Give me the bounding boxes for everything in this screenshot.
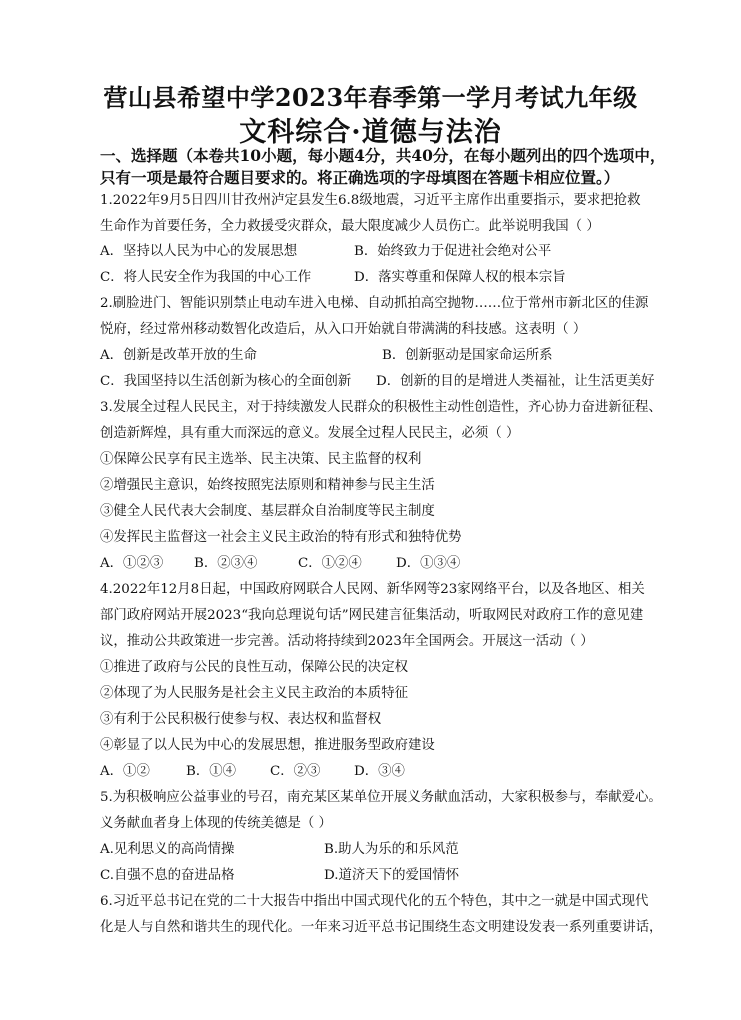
question-4-item-2: ②体现了为人民服务是社会主义民主政治的本质特征 (100, 686, 408, 701)
question-3-item-2: ②增强民主意识，始终按照宪法原则和精神参与民主生活 (100, 478, 435, 493)
question-4-item-4: ④彰显了以人民为中心的发展思想，推进服务型政府建设 (100, 738, 435, 753)
question-3-option-d: D．①③④ (396, 556, 461, 571)
question-3-item-1: ①保障公民享有民主选举、民主决策、民主监督的权利 (100, 452, 422, 467)
question-3-item-3: ③健全人民代表大会制度、基层群众自治制度等民主制度 (100, 504, 435, 519)
question-1-option-b: B．始终致力于促进社会绝对公平 (354, 244, 552, 259)
question-6-stem-line2: 化是人与自然和谐共生的现代化。一年来习近平总书记围绕生态文明建设发表一系列重要讲话， (100, 920, 663, 935)
question-3-option-c: C．①②④ (298, 556, 362, 571)
question-1-option-c: C．将人民安全作为我国的中心工作 (100, 270, 312, 285)
question-2-option-b: B．创新驱动是国家命运所系 (382, 348, 553, 363)
question-4-option-b: B．①④ (186, 764, 237, 779)
question-1-option-d: D．落实尊重和保障人权的根本宗旨 (354, 270, 566, 285)
question-2-option-a: A．创新是改革开放的生命 (100, 348, 257, 363)
question-6-stem-line1: 6.习近平总书记在党的二十大报告中指出中国式现代化的五个特色，其中之一就是中国式现代 (100, 894, 649, 909)
question-3-stem-line1: 3.发展全过程人民民主，对于持续激发人民群众的积极性主动性创造性，齐心协力奋进新征程、 (100, 400, 662, 415)
question-2-stem-line2: 悦府，经过常州移动数智化改造后，从入口开始就自带满满的科技感。这表明（ ） (100, 322, 587, 337)
question-2-option-d: D．创新的目的是增进人类福祉，让生活更美好 (376, 374, 655, 389)
question-3-stem-line2: 创造新辉煌，具有重大而深远的意义。发展全过程人民民主，必须（ ） (100, 426, 520, 441)
question-5-stem-line1: 5.为积极响应公益事业的号召，南充某区某单位开展义务献血活动，大家积极参与，奉献爱心。 (100, 790, 662, 805)
question-1-stem-line2: 生命作为首要任务，全力救援受灾群众，最大限度减少人员伤亡。此举说明我国（ ） (100, 219, 600, 234)
exam-subject-title: 文科综合·道德与法治 (239, 117, 502, 148)
question-5-option-b: B.助人为乐的和乐风范 (324, 842, 459, 857)
question-3-item-4: ④发挥民主监督这一社会主义民主政治的特有形式和独特优势 (100, 530, 462, 545)
question-4-option-c: C．②③ (270, 764, 321, 779)
question-1-stem-line1: 1.2022年9月5日四川甘孜州泸定县发生6.8级地震，习近平主席作出重要指示，要求把抢救 (100, 193, 641, 208)
question-4-stem-line1: 4.2022年12月8日起，中国政府网联合人民网、新华网等23家网络平台，以及各地区、相关 (100, 582, 645, 597)
question-5-option-c: C.自强不息的奋进品格 (100, 868, 235, 883)
question-4-item-3: ③有利于公民积极行使参与权、表达权和监督权 (100, 712, 382, 727)
question-1-option-a: A．坚持以人民为中心的发展思想 (100, 244, 298, 259)
question-5-option-d: D.道济天下的爱国情怀 (324, 868, 460, 883)
question-3-option-b: B．②③④ (194, 556, 258, 571)
question-3-option-a: A．①②③ (100, 556, 164, 571)
question-5-stem-line2: 义务献血者身上体现的传统美德是（ ） (100, 816, 332, 831)
question-2-option-c: C．我国坚持以生活创新为核心的全面创新 (100, 374, 352, 389)
question-5-option-a: A.见利思义的高尚情操 (100, 842, 235, 857)
question-4-option-a: A．①② (100, 764, 150, 779)
question-4-option-d: D．③④ (354, 764, 405, 779)
question-2-stem-line1: 2.刷脸进门、智能识别禁止电动车进入电梯、自动抓拍高空抛物……位于常州市新北区的佳源 (100, 296, 649, 311)
question-4-item-1: ①推进了政府与公民的良性互动，保障公民的决定权 (100, 660, 408, 675)
section-heading-line1: 一、选择题（本卷共10小题，每小题4分，共40分，在每小题列出的四个选项中， (100, 146, 666, 165)
exam-title: 营山县希望中学2023年春季第一学月考试九年级 (103, 83, 638, 112)
question-4-stem-line3: 议，推动公共政策进一步完善。活动将持续到2023年全国两会。开展这一活动（ ） (100, 634, 594, 649)
section-heading-line2: 只有一项是最符合题目要求的。将正确选项的字母填图在答题卡相应位置。） (100, 168, 620, 187)
question-4-stem-line2: 部门政府网站开展2023“我向总理说句话”网民建言征集活动，听取网民对政府工作的意见建 (100, 608, 644, 623)
